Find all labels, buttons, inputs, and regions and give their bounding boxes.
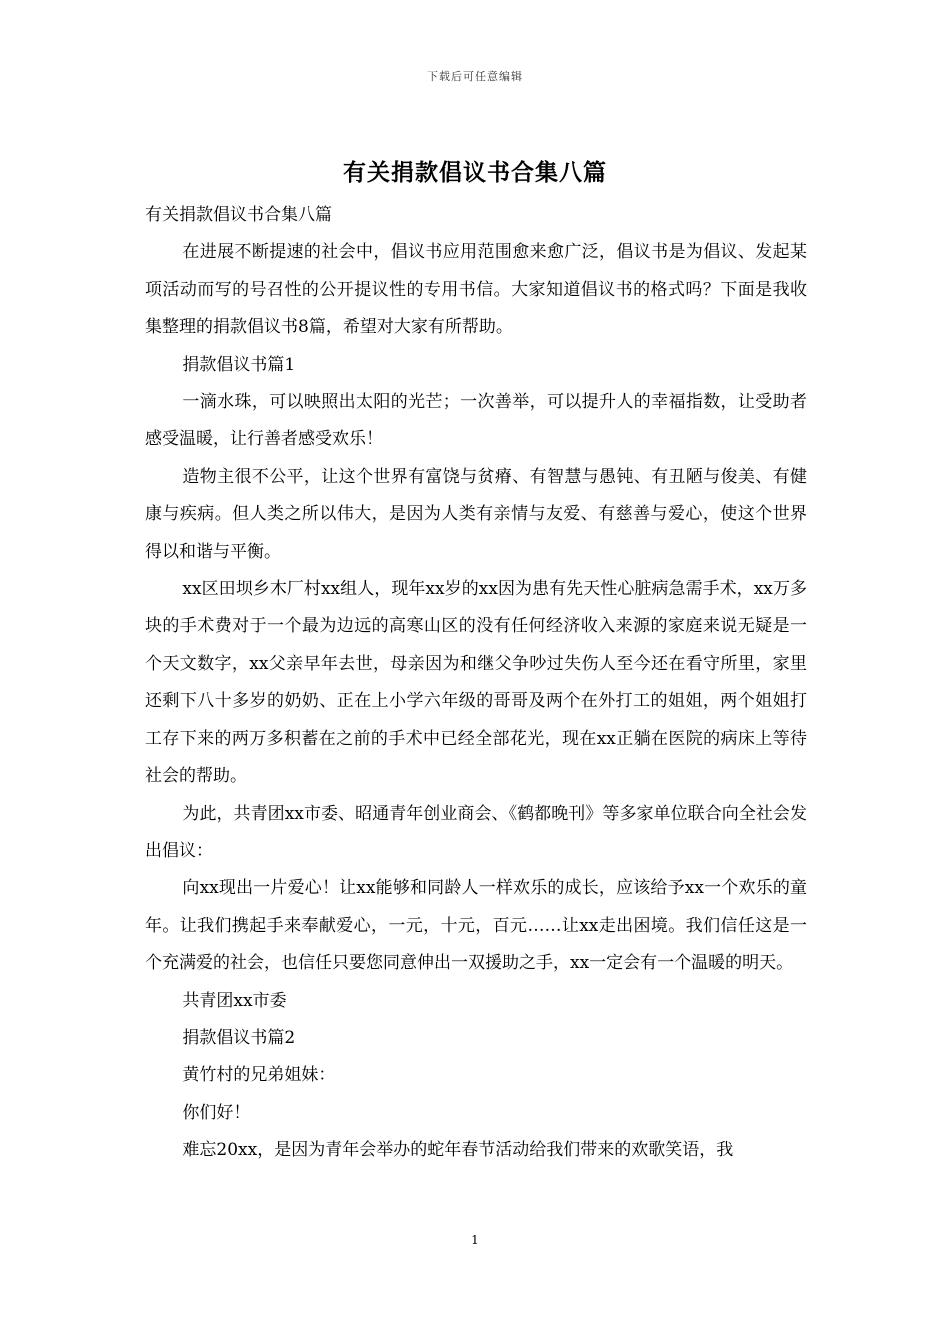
body-paragraph: 难忘20xx，是因为青年会举办的蛇年春节活动给我们带来的欢歌笑语，我 xyxy=(182,1140,734,1161)
section-heading-2: 捐款倡议书篇2 xyxy=(182,1027,296,1048)
body-paragraph: 向xx现出一片爱心！让xx能够和同龄人一样欢乐的成长，应该给予xx一个欢乐的童年。让我们携起手来奉献爱心，一元，十元，百元……让xx走出困境。我们信任这是一个充满爱的社会，也信任只要您同意伸出一双援助之手，xx一定会有一个温暖的明天。 xyxy=(145,878,807,974)
intro-paragraph: 在进展不断提速的社会中，倡议书应用范围愈来愈广泛，倡议书是为倡议、发起某项活动而写的号召性的公开提议性的专用书信。大家知道倡议书的格式吗？下面是我收集整理的捐款倡议书8篇，希望对大家有所帮助。 xyxy=(145,242,807,338)
document-body xyxy=(145,197,807,1170)
header-note: 下载后可任意编辑 xyxy=(427,70,523,83)
greeting-line: 你们好！ xyxy=(182,1102,251,1123)
salutation-line: 黄竹村的兄弟姐妹： xyxy=(182,1065,336,1086)
page-number: 1 xyxy=(471,1233,479,1247)
document-title: 有关捐款倡议书合集八篇 xyxy=(343,159,607,186)
section-heading-1: 捐款倡议书篇1 xyxy=(182,354,296,375)
body-paragraph: xx区田坝乡木厂村xx组人，现年xx岁的xx因为患有先天性心脏病急需手术，xx万多块的手术费对于一个最为边远的高寒山区的没有任何经济收入来源的家庭来说无疑是一个天文数字，xx父亲早年去世，母亲因为和继父争吵过失伤人至今还在看守所里，家里还剩下八十多岁的奶奶、正在上小学六年级的哥哥及两个在外打工的姐姐，两个姐姐打工存下来的两万多积蓄在之前的手术中已经全部花光，现在xx正躺在医院的病床上等待社会的帮助。 xyxy=(145,579,807,787)
signature-line: 共青团xx市委 xyxy=(182,990,287,1011)
subtitle-paragraph: 有关捐款倡议书合集八篇 xyxy=(145,205,332,225)
body-paragraph: 为此，共青团xx市委、昭通青年创业商会、《鹤都晚刊》等多家单位联合向全社会发出倡议： xyxy=(145,803,807,861)
body-paragraph: 造物主很不公平，让这个世界有富饶与贫瘠、有智慧与愚钝、有丑陋与俊美、有健康与疾病。但人类之所以伟大，是因为人类有亲情与友爱、有慈善与爱心，使这个世界得以和谐与平衡。 xyxy=(145,466,807,562)
body-paragraph: 一滴水珠，可以映照出太阳的光芒；一次善举，可以提升人的幸福指数，让受助者感受温暖，让行善者感受欢乐！ xyxy=(145,392,807,450)
